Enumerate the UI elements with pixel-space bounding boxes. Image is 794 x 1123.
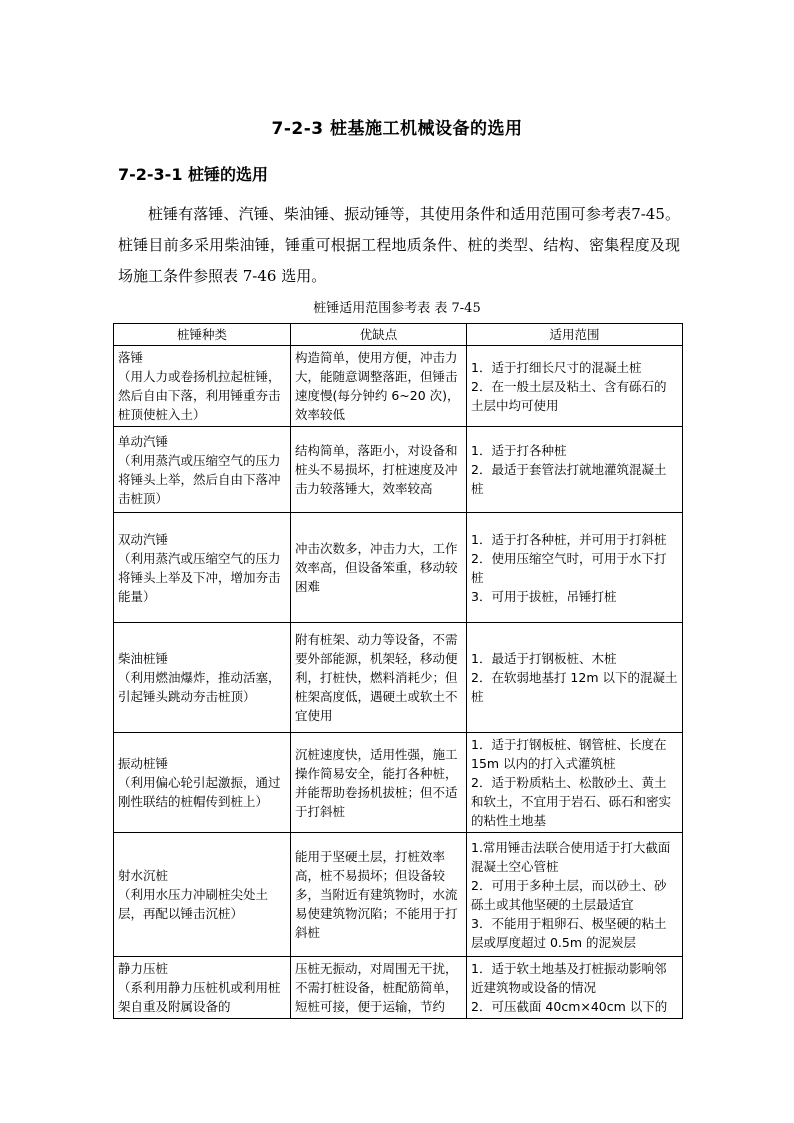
table-header-row [114, 324, 683, 346]
scope-item: 2．在一般土层及粘土、含有砾石的土层中均可使用 [471, 378, 667, 413]
scope-item: 2．可用于多种土层，而以砂土、砂砾土或其他坚硬的土层最适宜 [471, 877, 667, 912]
hammer-description: （系利用静力压桩机或利用桩架自重及附属设备的 [118, 980, 281, 1014]
hammer-name: 静力压桩 [118, 961, 169, 976]
table-row [114, 833, 683, 957]
header-hammer-type: 桩锤种类 [114, 324, 291, 346]
scope-item: 1．适于打各种桩，并可用于打斜桩 [471, 531, 667, 547]
table-caption: 桩锤适用范围参考表 表 7-45 [313, 301, 481, 316]
cell-hammer-type [114, 427, 291, 513]
cell-hammer-type [114, 346, 291, 427]
scope-item: 1．适于打钢板桩、钢管桩、长度在 15m 以内的打入式灌筑桩 [471, 737, 667, 771]
scope-item: 1．适于软土地基及打桩振动影响邻近建筑物或设备的情况 [471, 961, 667, 995]
hammer-name: 落锤 [118, 350, 144, 365]
table-row [114, 513, 683, 623]
hammer-description: （利用偏心轮引起激振，通过刚性联结的桩帽传到桩上） [118, 775, 281, 809]
cell-scope [467, 513, 683, 623]
table-body [114, 346, 683, 1019]
cell-pros-cons: 结构简单，落距小，对设备和桩头不易损坏，打桩速度及冲击力较落锤大，效率较高 [291, 427, 467, 513]
hammer-name: 柴油桩锤 [118, 651, 169, 666]
scope-item: 1.常用锤击法联合使用适于打大截面混凝土空心管桩 [471, 839, 671, 874]
scope-item: 1．适于打各种桩 [471, 443, 567, 458]
cell-hammer-type [114, 733, 291, 833]
table-row [114, 623, 683, 733]
table-row [114, 733, 683, 833]
cell-pros-cons: 冲击次数多，冲击力大，工作效率高，但设备笨重，移动较困难 [291, 513, 467, 623]
scope-item: 2．可压截面 40cm×40cm 以下的 [471, 999, 668, 1014]
cell-scope [467, 833, 683, 957]
cell-scope [467, 623, 683, 733]
table-row [114, 346, 683, 427]
cell-pros-cons: 附有桩架、动力等设备，不需要外部能源，机架轻，移动便利，打桩快，燃料消耗少；但桩架高度低，遇硬土或软土不宜使用 [291, 623, 467, 733]
scope-item: 2．最适于套管法打就地灌筑混凝土桩 [471, 462, 667, 496]
cell-hammer-type [114, 623, 291, 733]
scope-item: 3．不能用于粗卵石、极坚硬的粘土层或厚度超过 0.5m 的泥炭层 [471, 915, 667, 950]
hammer-name: 振动桩锤 [118, 756, 169, 771]
hammer-description: （利用燃油爆炸，推动活塞，引起锤头跳动夯击桩顶） [118, 670, 281, 704]
table-row [114, 957, 683, 1019]
hammer-description: （利用蒸汽或压缩空气的压力将锤头上举，然后自由下落冲击桩顶） [118, 452, 281, 506]
scope-item: 2．在软弱地基打 12m 以下的混凝土桩 [471, 670, 678, 704]
scope-item: 2．使用压缩空气时，可用于水下打桩 [471, 550, 667, 585]
cell-scope [467, 427, 683, 513]
hammer-description: （用人力或卷扬机拉起桩锤，然后自由下落，利用锤重夯击桩顶使桩入土） [118, 369, 281, 422]
body-paragraph: 桩锤有落锤、汽锤、柴油锤、振动锤等，其使用条件和适用范围可参考表7-45。桩锤目前多采用柴油锤，锤重可根据工程地质条件、桩的类型、结构、密集程度及现场施工条件参照表 7-46 选用。 [118, 205, 680, 285]
table-row [114, 427, 683, 513]
section-heading: 7-2-3-1 桩锤的选用 [118, 165, 269, 184]
scope-item: 2．适于粉质粘土、松散砂土、黄土和软土，不宜用于岩石、砾石和密实的粘性土地基 [471, 775, 672, 828]
hammer-name: 单动汽锤 [118, 433, 169, 449]
scope-item: 3．可用于拔桩，吊锤打桩 [471, 588, 617, 604]
hammer-name: 射水沉桩 [118, 868, 169, 883]
cell-hammer-type [114, 833, 291, 957]
header-scope: 适用范围 [467, 324, 683, 346]
hammer-description: （利用蒸汽或压缩空气的压力将锤头上举及下冲，增加夯击能量） [118, 550, 281, 604]
scope-item: 1．最适于打钢板桩、木桩 [471, 651, 617, 666]
cell-hammer-type [114, 957, 291, 1019]
pile-hammer-table [113, 323, 683, 1019]
scope-item: 1．适于打细长尺寸的混凝土桩 [471, 359, 642, 375]
cell-scope [467, 733, 683, 833]
cell-pros-cons: 压桩无振动，对周围无干扰，不需打桩设备，桩配筋简单，短桩可接，便于运输，节约 [291, 957, 467, 1019]
cell-hammer-type [114, 513, 291, 623]
cell-pros-cons: 沉桩速度快，适用性强，施工操作简易安全，能打各种桩，并能帮助卷扬机拔桩；但不适于打斜桩 [291, 733, 467, 833]
cell-scope [467, 957, 683, 1019]
cell-pros-cons: 能用于坚硬土层，打桩效率高，桩不易损坏；但设备较多，当附近有建筑物时，水流易使建筑物沉陷；不能用于打斜桩 [291, 833, 467, 957]
header-pros-cons: 优缺点 [291, 324, 467, 346]
page-title: 7-2-3 桩基施工机械设备的选用 [271, 119, 523, 139]
cell-pros-cons: 构造简单，使用方便，冲击力大，能随意调整落距，但锤击速度慢(每分钟约 6~20 次)，效率较低 [291, 346, 467, 427]
hammer-name: 双动汽锤 [118, 531, 169, 547]
cell-scope [467, 346, 683, 427]
hammer-description: （利用水压力冲刷桩尖处土层，再配以锤击沉桩） [118, 887, 269, 921]
